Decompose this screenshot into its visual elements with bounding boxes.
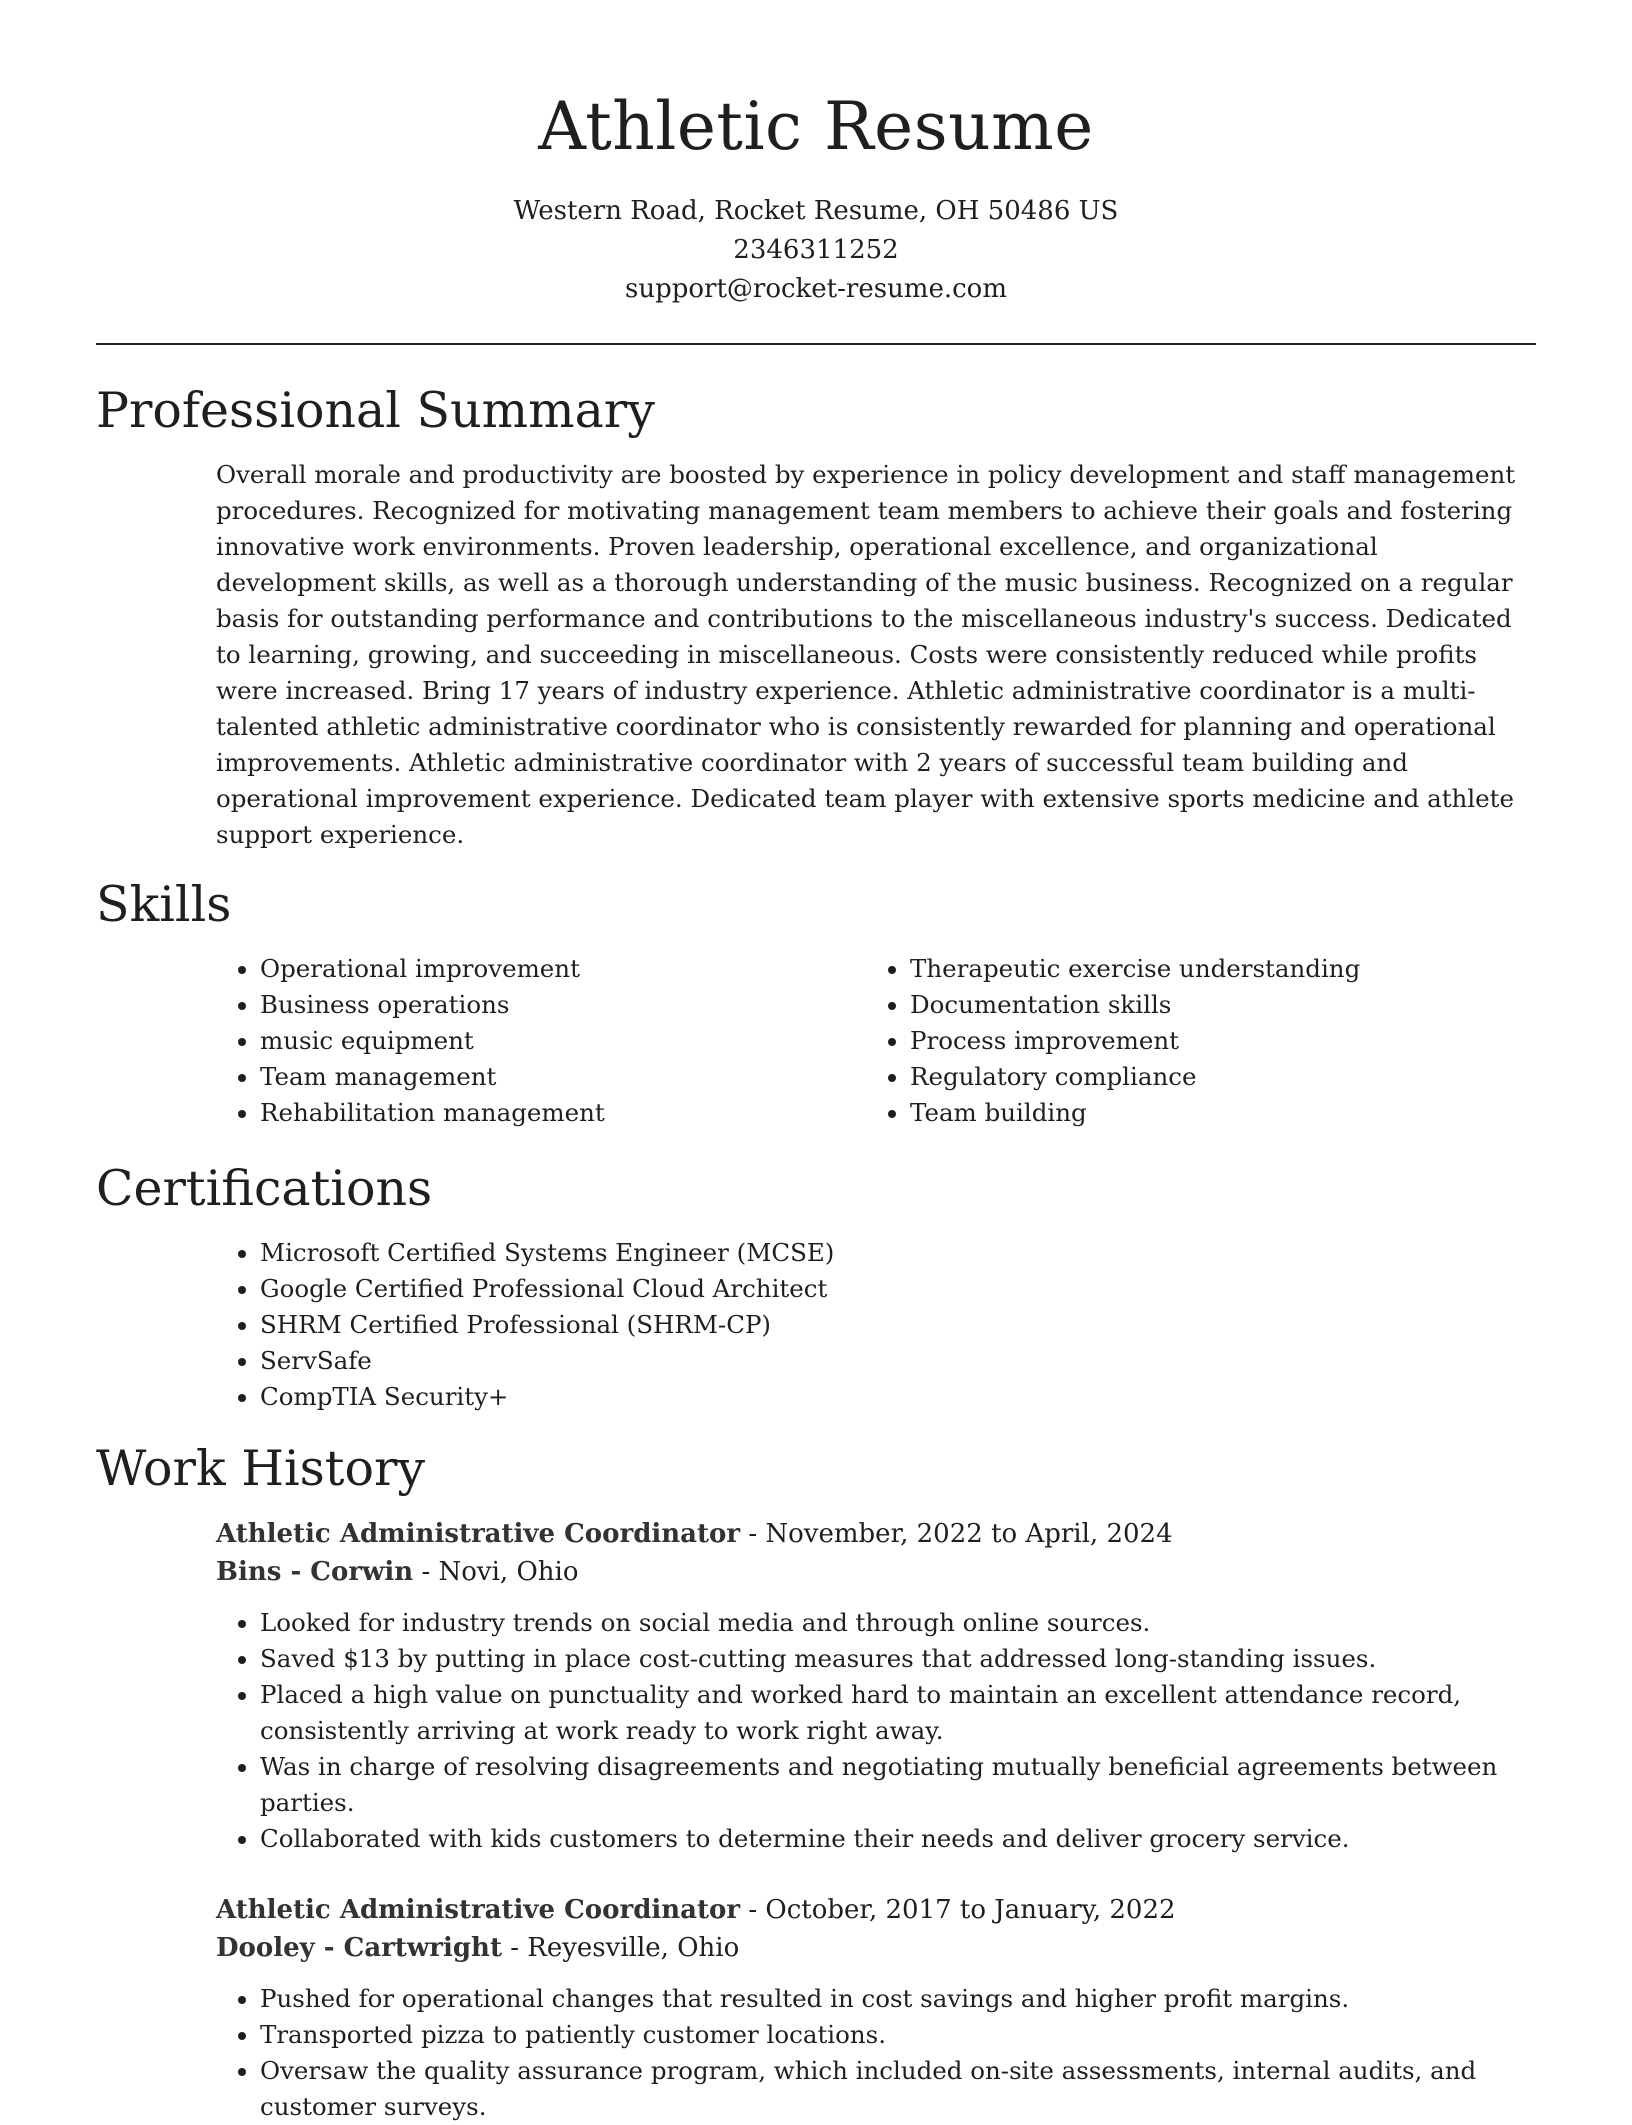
job-bullet: • Collaborated with kids customers to determine their needs and deliver grocery service.: [260, 1821, 1536, 1857]
job-bullet-list: [216, 1981, 1536, 2125]
skills-list: [96, 951, 1536, 1131]
job-dates: - October, 2017 to January, 2022: [740, 1895, 1176, 1925]
job-bullet: • Placed a high value on punctuality and worked hard to maintain an excellent attendance record, consistently arriving at work ready to work right away.: [260, 1677, 1536, 1749]
job-title-line: [216, 1515, 1536, 1553]
certification-item: • Microsoft Certified Systems Engineer (MCSE): [260, 1235, 1536, 1271]
job-bullet: • Saved $13 by putting in place cost-cutting measures that addressed long-standing issues.: [260, 1641, 1536, 1677]
job-company-line: [216, 1929, 1536, 1967]
skill-item: • Process improvement: [910, 1023, 1395, 1059]
section-title-skills: Skills: [96, 876, 232, 933]
skill-item: • Documentation skills: [910, 987, 1395, 1023]
job-company: Dooley - Cartwright: [216, 1933, 502, 1963]
phone: 2346311252: [733, 235, 899, 265]
certifications-list: [96, 1235, 1536, 1415]
job-bullet: • Looked for industry trends on social media and through online sources.: [260, 1605, 1536, 1641]
certification-item: • SHRM Certified Professional (SHRM-CP): [260, 1307, 1536, 1343]
job-bullet: • Oversaw the quality assurance program, which included on-site assessments, internal audits, and customer surveys.: [260, 2053, 1536, 2125]
skill-item: • Business operations: [260, 987, 745, 1023]
job-entry: [216, 1891, 1536, 2125]
skills-column-right: [745, 951, 1395, 1131]
job-dates: - November, 2022 to April, 2024: [740, 1519, 1173, 1549]
header-divider: [96, 343, 1536, 345]
skill-item: • Team building: [910, 1095, 1395, 1131]
section-title-certifications: Certifications: [96, 1160, 433, 1217]
job-company: Bins - Corwin: [216, 1557, 414, 1587]
job-location: - Reyesville, Ohio: [501, 1933, 740, 1963]
skill-item: • Therapeutic exercise understanding: [910, 951, 1395, 987]
skill-item: • Rehabilitation management: [260, 1095, 745, 1131]
resume-title: Athletic Resume: [538, 88, 1094, 165]
summary-text: Overall morale and productivity are boosted by experience in policy development and staff management procedures. Recognized for motivating management team members to achieve their goals and fostering innovative work environments. Proven leadership, operational excellence, and organizational development skills, as well as a thorough understanding of the music business. Recognized on a regular basis for outstanding performance and contributions to the miscellaneous industry's success. Dedicated to learning, growing, and succeeding in miscellaneous. Costs were consistently reduced while profits were increased. Bring 17 years of industry experience. Athletic administrative coordinator is a multi-talented athletic administrative coordinator who is consistently rewarded for planning and operational improvements. Athletic administrative coordinator with 2 years of successful team building and operational improvement experience. Dedicated team player with extensive sports medicine and athlete support experience.: [216, 460, 1516, 849]
job-bullet-list: [216, 1605, 1536, 1857]
job-title-line: [216, 1891, 1536, 1929]
job-location: - Novi, Ohio: [413, 1557, 579, 1587]
job-entry: [216, 1515, 1536, 1857]
skills-column-left: [96, 951, 745, 1131]
section-title-summary: Professional Summary: [96, 382, 655, 439]
skill-item: • Regulatory compliance: [910, 1059, 1395, 1095]
certification-item: • CompTIA Security+: [260, 1379, 1536, 1415]
resume-page: [96, 0, 1536, 2125]
address: Western Road, Rocket Resume, OH 50486 US: [513, 196, 1119, 226]
email: support@rocket-resume.com: [624, 274, 1007, 304]
certification-item: • Google Certified Professional Cloud Architect: [260, 1271, 1536, 1307]
skill-item: • Team management: [260, 1059, 745, 1095]
certification-item: • ServSafe: [260, 1343, 1536, 1379]
job-company-line: [216, 1553, 1536, 1591]
job-bullet: • Was in charge of resolving disagreements and negotiating mutually beneficial agreements between parties.: [260, 1749, 1536, 1821]
job-bullet: • Transported pizza to patiently customer locations.: [260, 2017, 1536, 2053]
skill-item: • music equipment: [260, 1023, 745, 1059]
skill-item: • Operational improvement: [260, 951, 745, 987]
section-title-work-history: Work History: [96, 1440, 426, 1497]
contact-block: [96, 192, 1536, 309]
job-title: Athletic Administrative Coordinator: [216, 1895, 741, 1925]
job-bullet: • Pushed for operational changes that resulted in cost savings and higher profit margins.: [260, 1981, 1536, 2017]
job-title: Athletic Administrative Coordinator: [216, 1519, 741, 1549]
